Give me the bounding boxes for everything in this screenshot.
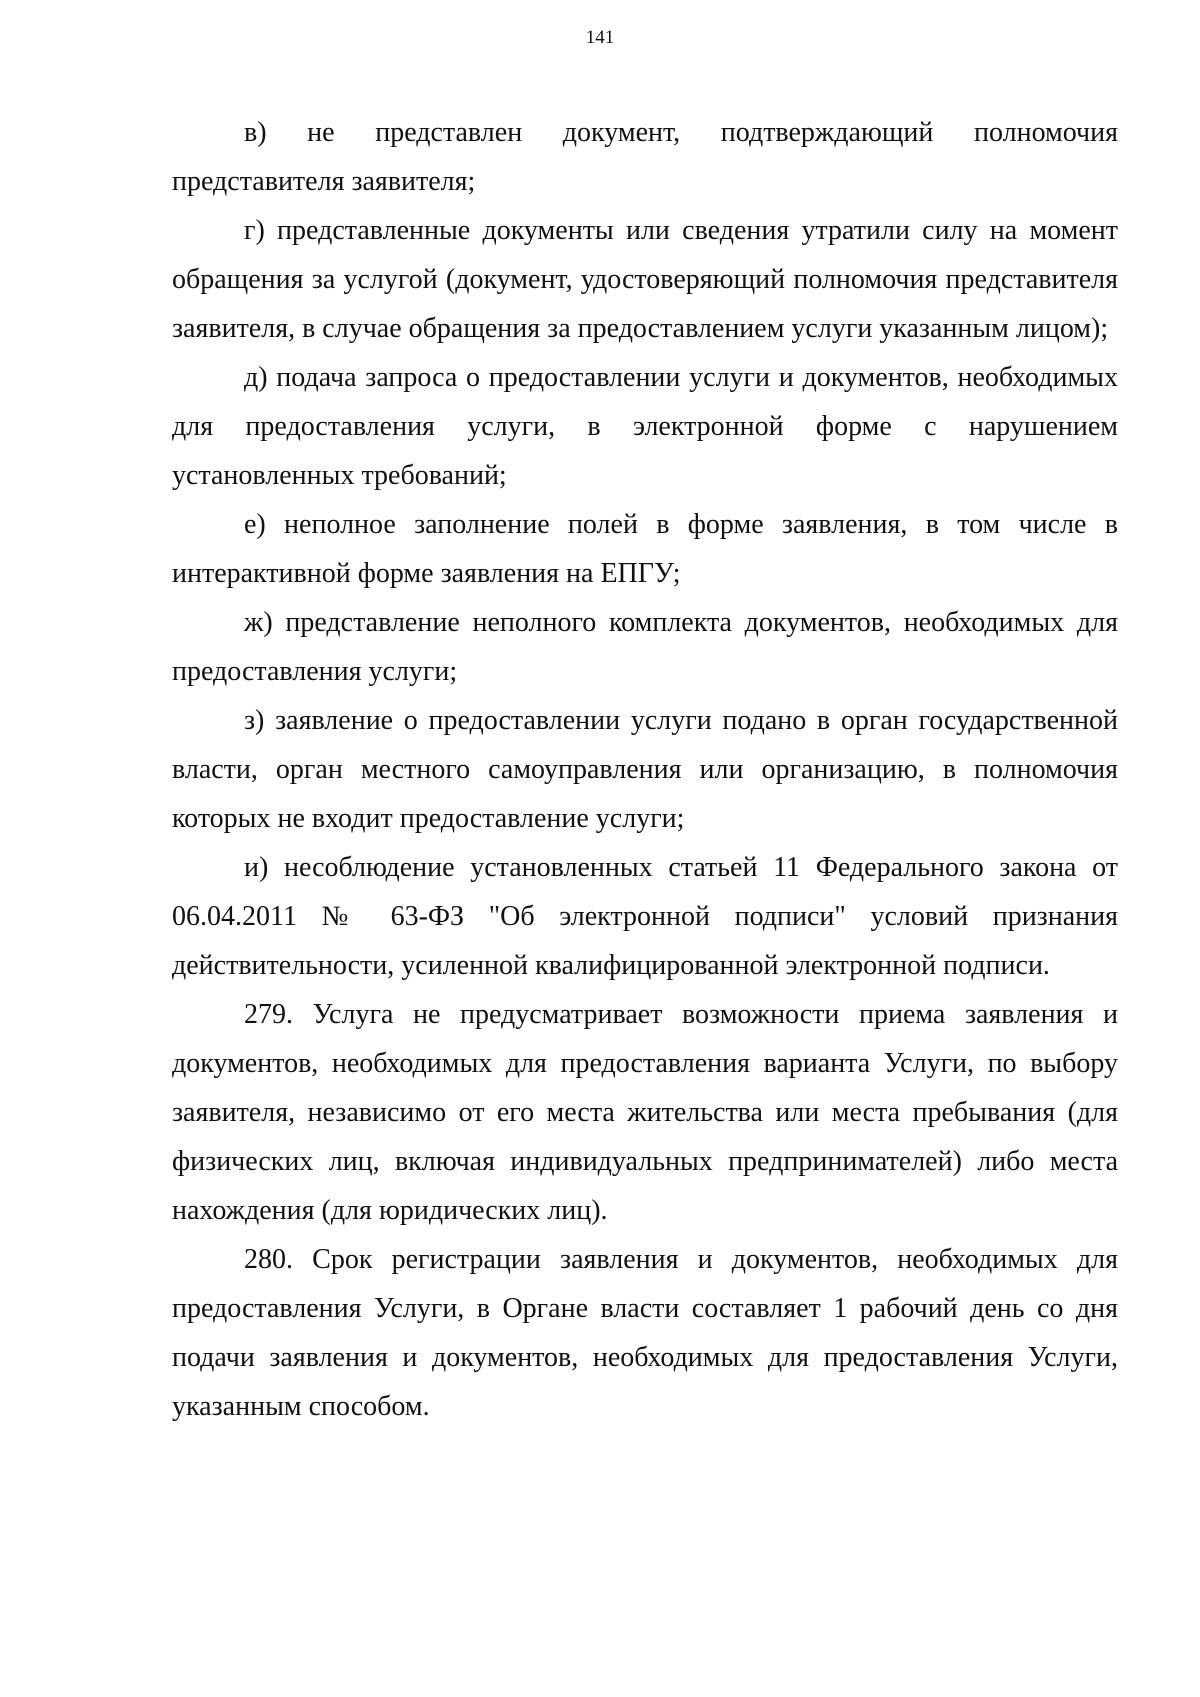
paragraph-v: в) не представлен документ, подтверждающий полномочия представителя заявителя;	[172, 117, 1118, 197]
paragraph-280: 280. Срок регистрации заявления и документов, необходимых для предоставления Услуги, в Органе власти составляет 1 рабочий день со дня подачи заявления и документов, необходимых для предоставления Услуги, указанным способом.	[172, 1244, 1118, 1422]
page-number: 141	[585, 27, 615, 48]
paragraph-z: з) заявление о предоставлении услуги подано в орган государственной власти, орган местного самоуправления или организацию, в полномочия которых не входит предоставление услуги;	[172, 705, 1118, 834]
document-body	[172, 108, 1118, 1431]
paragraph-zh: ж) представление неполного комплекта документов, необходимых для предоставления услуги;	[172, 607, 1118, 687]
paragraph-e: е) неполное заполнение полей в форме заявления, в том числе в интерактивной форме заявления на ЕПГУ;	[172, 509, 1118, 589]
paragraph-i: и) несоблюдение установленных статьей 11 Федерального закона от 06.04.2011 № 63-ФЗ "Об электронной подписи" условий признания действительности, усиленной квалифицированной электронной подписи.	[172, 852, 1118, 981]
paragraph-d: д) подача запроса о предоставлении услуги и документов, необходимых для предоставления услуги, в электронной форме с нарушением установленных требований;	[172, 362, 1118, 491]
paragraph-g: г) представленные документы или сведения утратили силу на момент обращения за услугой (документ, удостоверяющий полномочия представителя заявителя, в случае обращения за предоставлением услуги указанным лицом);	[172, 215, 1118, 344]
paragraph-279: 279. Услуга не предусматривает возможности приема заявления и документов, необходимых для предоставления варианта Услуги, по выбору заявителя, независимо от его места жительства или места пребывания (для физических лиц, включая индивидуальных предпринимателей) либо места нахождения (для юридических лиц).	[172, 999, 1118, 1226]
